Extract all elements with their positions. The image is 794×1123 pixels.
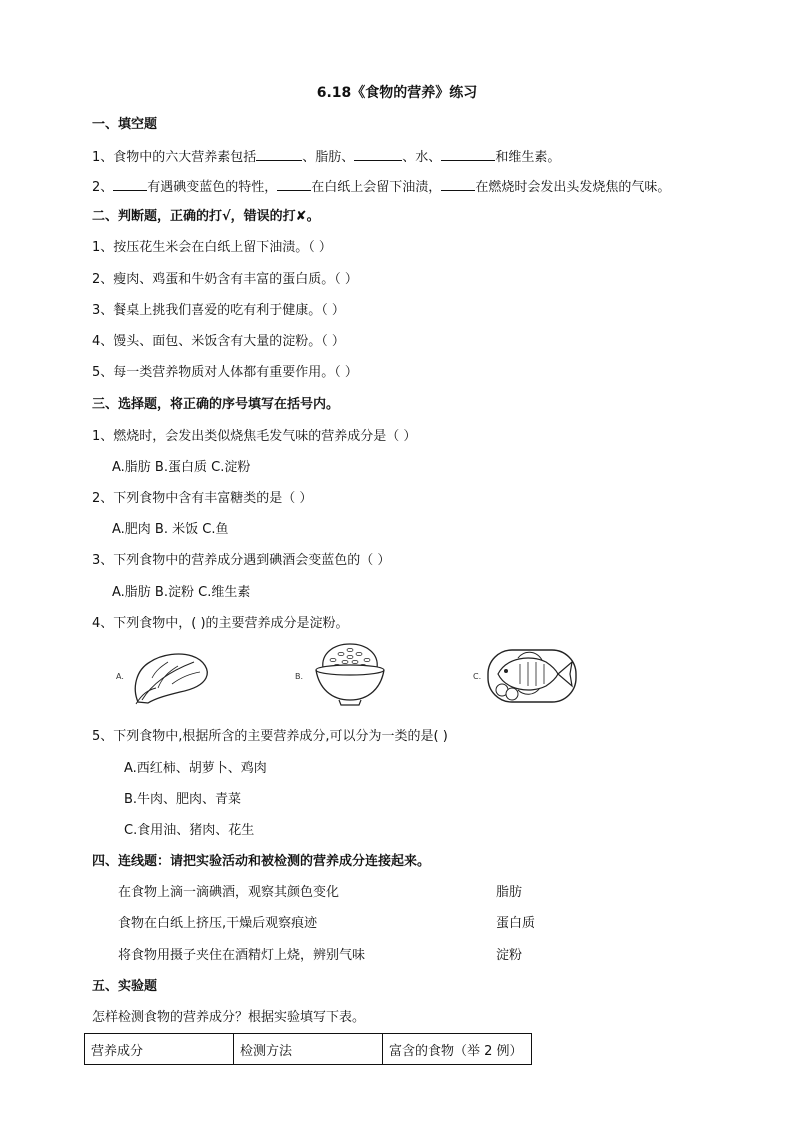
experiment-table (84, 1033, 532, 1065)
judge-item-1: 1、按压花生米会在白纸上留下油渍。（ ） (92, 240, 332, 255)
picture-label-a: A. (116, 672, 124, 681)
answer-blank[interactable] (256, 147, 302, 161)
choice-option-5c: C.食用油、猪肉、花生 (124, 823, 255, 838)
choice-option-5a: A.西红柿、胡萝卜、鸡肉 (124, 761, 267, 776)
judge-item-4: 4、馒头、面包、米饭含有大量的淀粉。（ ） (92, 334, 345, 349)
choice-option-5b: B.牛肉、肥肉、青菜 (124, 792, 242, 807)
answer-blank[interactable] (441, 177, 475, 191)
section-2-heading: 二、判断题，正确的打√，错误的打✘。 (92, 209, 320, 224)
section-1-heading: 一、填空题 (92, 117, 158, 132)
section-4-heading: 四、连线题：请把实验活动和被检测的营养成分连接起来。 (92, 854, 431, 869)
fill-question-2 (92, 177, 670, 197)
table-header-row (85, 1034, 532, 1065)
answer-blank[interactable] (441, 147, 495, 161)
q1-text-a: 1、食物中的六大营养素包括 (92, 150, 257, 165)
choice-options-1: A.脂肪 B.蛋白质 C.淀粉 (112, 460, 251, 475)
q1-text-d: 和维生素。 (495, 150, 561, 165)
judge-item-2: 2、瘦肉、鸡蛋和牛奶含有丰富的蛋白质。（ ） (92, 272, 358, 287)
choice-question-5: 5、下列食物中,根据所含的主要营养成分,可以分为一类的是( ) (92, 729, 448, 744)
answer-blank[interactable] (354, 147, 402, 161)
match-left-1[interactable]: 在食物上滴一滴碘酒，观察其颜色变化 (118, 885, 340, 900)
section-5-heading: 五、实验题 (92, 979, 158, 994)
match-right-1[interactable]: 脂肪 (496, 885, 523, 900)
fish-plate-icon (484, 642, 580, 708)
match-right-2[interactable]: 蛋白质 (496, 916, 536, 931)
answer-blank[interactable] (277, 177, 311, 191)
cabbage-icon (128, 648, 212, 706)
table-header-cell: 富含的食物（举 2 例） (383, 1034, 532, 1065)
q2-text-d: 在燃烧时会发出头发烧焦的气味。 (475, 180, 671, 195)
judge-item-3: 3、餐桌上挑我们喜爱的吃有利于健康。（ ） (92, 303, 345, 318)
q2-text-c: 在白纸上会留下油渍， (311, 180, 442, 195)
choice-options-2: A.肥肉 B. 米饭 C.鱼 (112, 522, 229, 537)
q2-text-a: 2、 (92, 180, 114, 195)
match-left-3[interactable]: 将食物用摄子夹住在酒精灯上烧，辨别气味 (118, 948, 366, 963)
experiment-intro: 怎样检测食物的营养成分？根据实验填写下表。 (92, 1010, 366, 1025)
section-3-heading: 三、选择题，将正确的序号填写在括号内。 (92, 397, 340, 412)
choice-question-4: 4、下列食物中，( )的主要营养成分是淀粉。 (92, 616, 349, 631)
picture-label-b: B. (295, 672, 304, 681)
picture-label-c: C. (473, 672, 482, 681)
answer-blank[interactable] (113, 177, 147, 191)
rice-bowl-icon (313, 640, 387, 706)
table-header-cell: 检测方法 (234, 1034, 383, 1065)
choice-question-3: 3、下列食物中的营养成分遇到碘酒会变蓝色的（ ） (92, 553, 391, 568)
q1-text-b: 、脂肪、 (302, 150, 355, 165)
fill-question-1 (92, 147, 560, 167)
q2-text-b: 有遇碘变蓝色的特性， (147, 180, 278, 195)
choice-options-3: A.脂肪 B.淀粉 C.维生素 (112, 585, 251, 600)
choice-question-1: 1、燃烧时，会发出类似烧焦毛发气味的营养成分是（ ） (92, 429, 417, 444)
match-right-3[interactable]: 淀粉 (496, 948, 523, 963)
match-left-2[interactable]: 食物在白纸上挤压,干燥后观察痕迹 (118, 916, 318, 931)
table-header-cell: 营养成分 (85, 1034, 234, 1065)
q1-text-c: 、水、 (402, 150, 442, 165)
judge-item-5: 5、每一类营养物质对人体都有重要作用。（ ） (92, 365, 358, 380)
page-title: 6.18《食物的营养》练习 (316, 85, 478, 101)
choice-question-2: 2、下列食物中含有丰富糖类的是（ ） (92, 491, 313, 506)
